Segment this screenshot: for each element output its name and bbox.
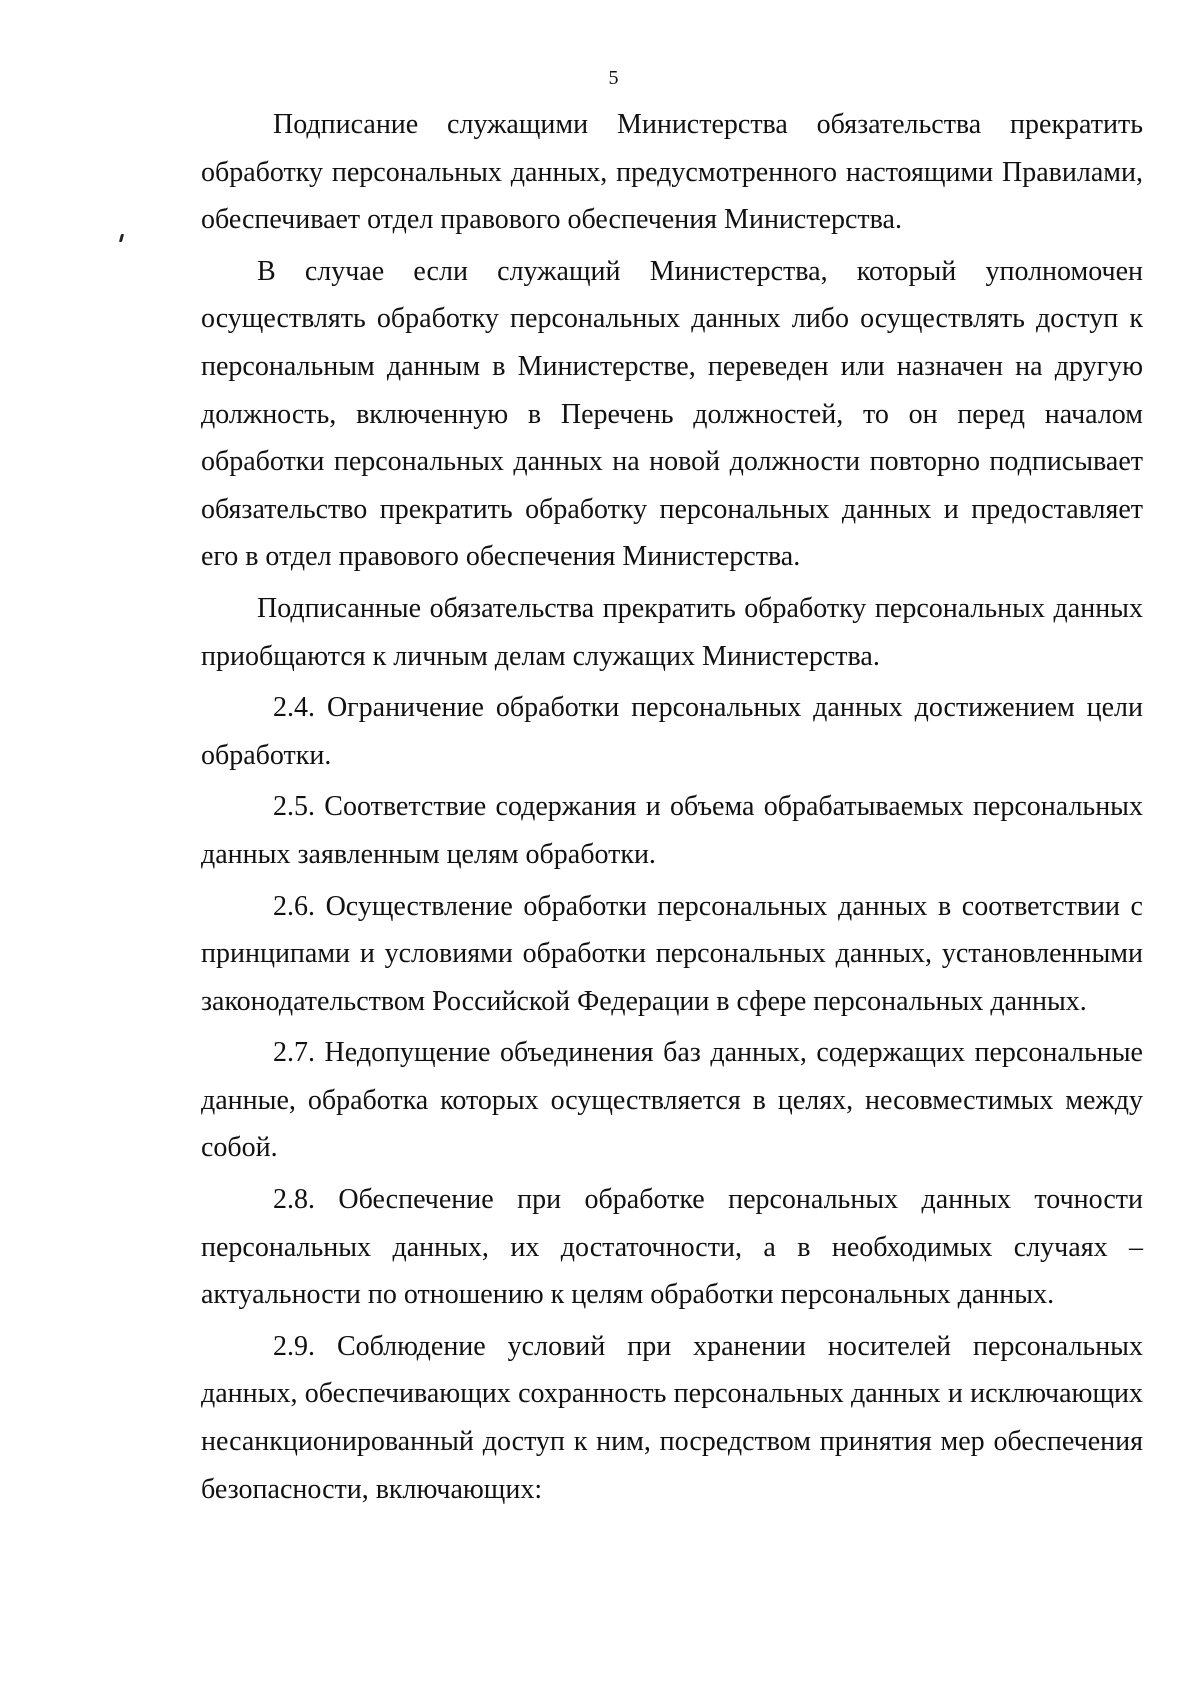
paragraph-2-5: 2.5. Соответствие содержания и объема обрабатываемых персональных данных заявленным целям обработки. xyxy=(201,791,1143,870)
paragraph-signing-obligation: Подписание служащими Министерства обязательства прекратить обработку персональных данных, предусмотренного настоящими Правилами, обеспечивает отдел правового обеспечения Министерства. xyxy=(201,109,1143,236)
paragraph-signed-obligations: Подписанные обязательства прекратить обработку персональных данных приобщаются к личным делам служащих Министерства. xyxy=(201,592,1143,672)
paragraph-transfer-case: В случае если служащий Министерства, который уполномочен осуществлять обработку персональных данных либо осуществлять доступ к персональным данным в Министерстве, переведен или назначен на другую должность, включенную в Перечень должностей, то он перед началом обработки персональных данных на новой должности повторно подписывает обязательство прекратить обработку персональных данных и предоставляет его в отдел правового обеспечения Министерства. xyxy=(201,255,1143,573)
paragraph-2-4: 2.4. Ограничение обработки персональных данных достижением цели обработки. xyxy=(201,692,1143,771)
page-number: 5 xyxy=(608,67,619,89)
paragraph-2-6: 2.6. Осуществление обработки персональных данных в соответствии с принципами и условиями обработки персональных данных, установленными законодательством Российской Федерации в сфере персональных данных. xyxy=(201,890,1143,1017)
paragraph-2-9: 2.9. Соблюдение условий при хранении носителей персональных данных, обеспечивающих сохранность персональных данных и исключающих несанкционированный доступ к ним, посредством принятия мер обеспечения безопасности, включающих: xyxy=(201,1330,1143,1505)
paragraph-2-7: 2.7. Недопущение объединения баз данных, содержащих персональные данные, обработка которых осуществляется в целях, несовместимых между собой. xyxy=(201,1037,1143,1164)
paragraph-2-8: 2.8. Обеспечение при обработке персональных данных точности персональных данных, их достаточности, а в необходимых случаях – актуальности по отношению к целям обработки персональных данных. xyxy=(201,1184,1143,1311)
scan-mark xyxy=(119,234,124,242)
document-body xyxy=(201,101,1143,1513)
